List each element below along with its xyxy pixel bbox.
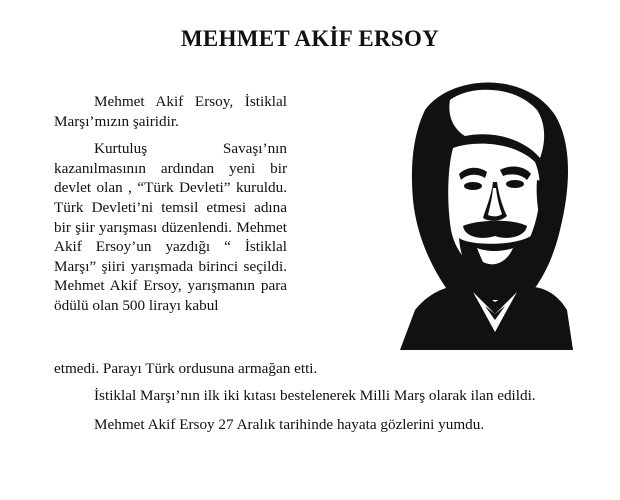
left-text-column: [54, 92, 287, 324]
paragraph-intro: Mehmet Akif Ersoy, İstiklal Marşı’mızın şairidir.: [54, 93, 287, 130]
portrait-illustration: [355, 70, 575, 350]
portrait-right-eye: [506, 180, 524, 188]
paragraph-competition: Kurtuluş Savaşı’nın kazanılmasının ardından yeni bir devlet olan , “Türk Devleti” kuruldu. Türk Devleti’ni temsil etmesi adına bir şiir yarışması düzenlendi. Mehmet Akif Ersoy’un yazdığı “ İstiklal Marşı” şiiri yarışmada birinci seçildi. Mehmet Akif Ersoy, yarışmanın para ödülü olan 500 lirayı kabul: [54, 140, 287, 314]
full-width-text: [54, 386, 564, 443]
paragraph-death: Mehmet Akif Ersoy 27 Aralık tarihinde hayata gözlerini yumdu.: [94, 415, 485, 433]
page-title: MEHMET AKİF ERSOY: [180, 26, 440, 51]
paragraph-competition-end: etmedi. Parayı Türk ordusuna armağan etti.: [54, 360, 318, 377]
portrait-mustache: [463, 221, 527, 238]
portrait-left-eye: [464, 182, 482, 190]
paragraph-anthem: İstiklal Marşı’nın ilk iki kıtası bestelenerek Milli Marş olarak ilan edildi.: [94, 387, 536, 404]
